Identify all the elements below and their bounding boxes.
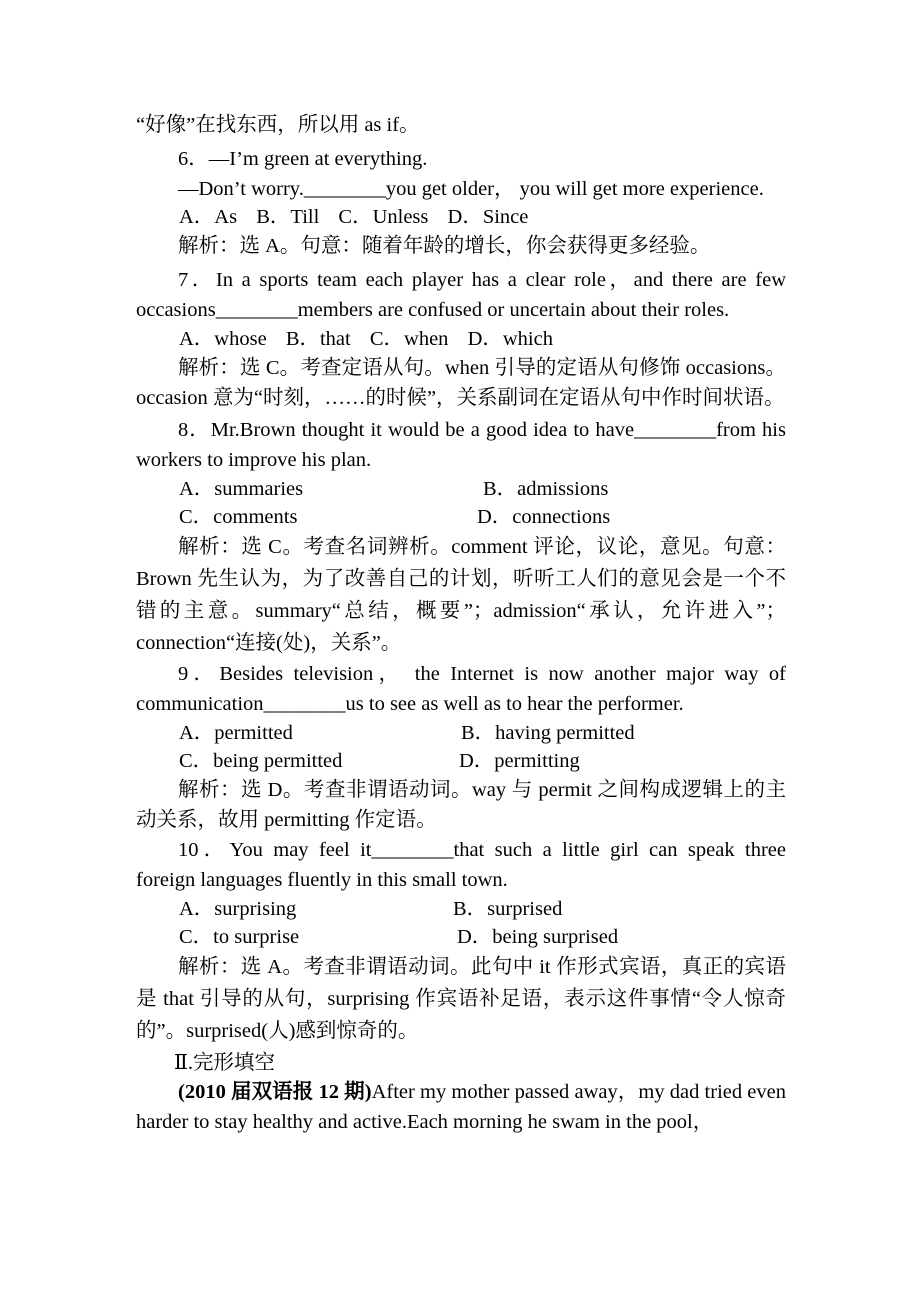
q7-analysis: 解析：选 C。考查定语从句。when 引导的定语从句修饰 occasions。occasion 意为“时刻，……的时候”，关系副词在定语从句中作时间状语。 bbox=[136, 357, 786, 409]
q6-option-d: D．Since bbox=[447, 206, 529, 228]
q7-option-c: C．when bbox=[369, 328, 449, 350]
q6-option-b: B．Till bbox=[256, 206, 320, 228]
q8-option-d: D．connections bbox=[477, 506, 611, 528]
q8-analysis: 解析：选 C。考查名词辨析。comment 评论，议论，意见。句意：Brown 先生认为，为了改善自己的计划，听听工人们的意见会是一个不错的主意。summary“总结，概要”；admission“承认，允许进入”；connection“连接(处)，关系”。 bbox=[136, 536, 786, 654]
q7-option-b: B．that bbox=[285, 328, 351, 350]
q6-analysis: 解析：选 A。句意：随着年龄的增长，你会获得更多经验。 bbox=[178, 235, 711, 257]
q8-option-a: A．summaries bbox=[179, 478, 304, 500]
q9-option-d: D．permitting bbox=[459, 750, 580, 772]
q6-options bbox=[136, 203, 786, 231]
q6-stem-line1: 6．—I’m green at everything. bbox=[178, 148, 428, 170]
q7-stem: 7．In a sports team each player has a clear role，and there are few occasions________members are confused or uncertain about their roles. bbox=[136, 269, 786, 321]
q9-option-a: A．permitted bbox=[179, 722, 293, 744]
cloze-passage-text: After my mother passed away，my dad tried even harder to stay healthy and active.Each morning he swam in the pool， bbox=[136, 1081, 787, 1133]
q8-options-row1 bbox=[136, 475, 786, 503]
q10-options-row1 bbox=[136, 895, 786, 923]
q7-options bbox=[136, 325, 786, 353]
q10-option-a: A．surprising bbox=[179, 898, 297, 920]
q9-options-row2 bbox=[136, 747, 786, 775]
q10-option-d: D．being surprised bbox=[457, 926, 619, 948]
q8-options-row2 bbox=[136, 503, 786, 531]
q9-analysis: 解析：选 D。考查非谓语动词。way 与 permit 之间构成逻辑上的主动关系，故用 permitting 作定语。 bbox=[136, 779, 786, 831]
q10-option-b: B．surprised bbox=[453, 898, 563, 920]
q6-option-a: A．As bbox=[179, 206, 238, 228]
q9-option-c: C．being permitted bbox=[179, 750, 343, 772]
q9-options-row1 bbox=[136, 719, 786, 747]
q10-option-c: C．to surprise bbox=[179, 926, 300, 948]
q10-stem: 10．You may feel it________that such a little girl can speak three foreign languages fluently in this small town. bbox=[136, 839, 786, 891]
q8-option-c: C．comments bbox=[179, 506, 298, 528]
cloze-source: (2010 届双语报 12 期) bbox=[178, 1081, 372, 1103]
q9-option-b: B．having permitted bbox=[461, 722, 635, 744]
q6-option-c: C．Unless bbox=[338, 206, 429, 228]
q7-option-a: A．whose bbox=[179, 328, 267, 350]
cloze-passage bbox=[136, 1077, 786, 1137]
q10-options-row2 bbox=[136, 923, 786, 951]
q8-stem: 8．Mr.Brown thought it would be a good idea to have________from his workers to improve his plan. bbox=[136, 419, 786, 471]
q6-stem-line2: —Don’t worry.________you get older， you will get more experience. bbox=[178, 178, 764, 200]
document-page bbox=[136, 110, 786, 1137]
q10-analysis: 解析：选 A。考查非谓语动词。此句中 it 作形式宾语，真正的宾语是 that 引导的从句，surprising 作宾语补足语，表示这件事情“令人惊奇的”。surprised(人)感到惊奇的。 bbox=[136, 956, 786, 1042]
intro-line: “好像”在找东西，所以用 as if。 bbox=[136, 114, 420, 136]
q7-option-d: D．which bbox=[467, 328, 553, 350]
section-title: Ⅱ.完形填空 bbox=[174, 1052, 276, 1074]
q8-option-b: B．admissions bbox=[483, 478, 609, 500]
q9-stem: 9．Besides television， the Internet is now another major way of communication________us to see as well as to hear the performer. bbox=[136, 663, 786, 715]
